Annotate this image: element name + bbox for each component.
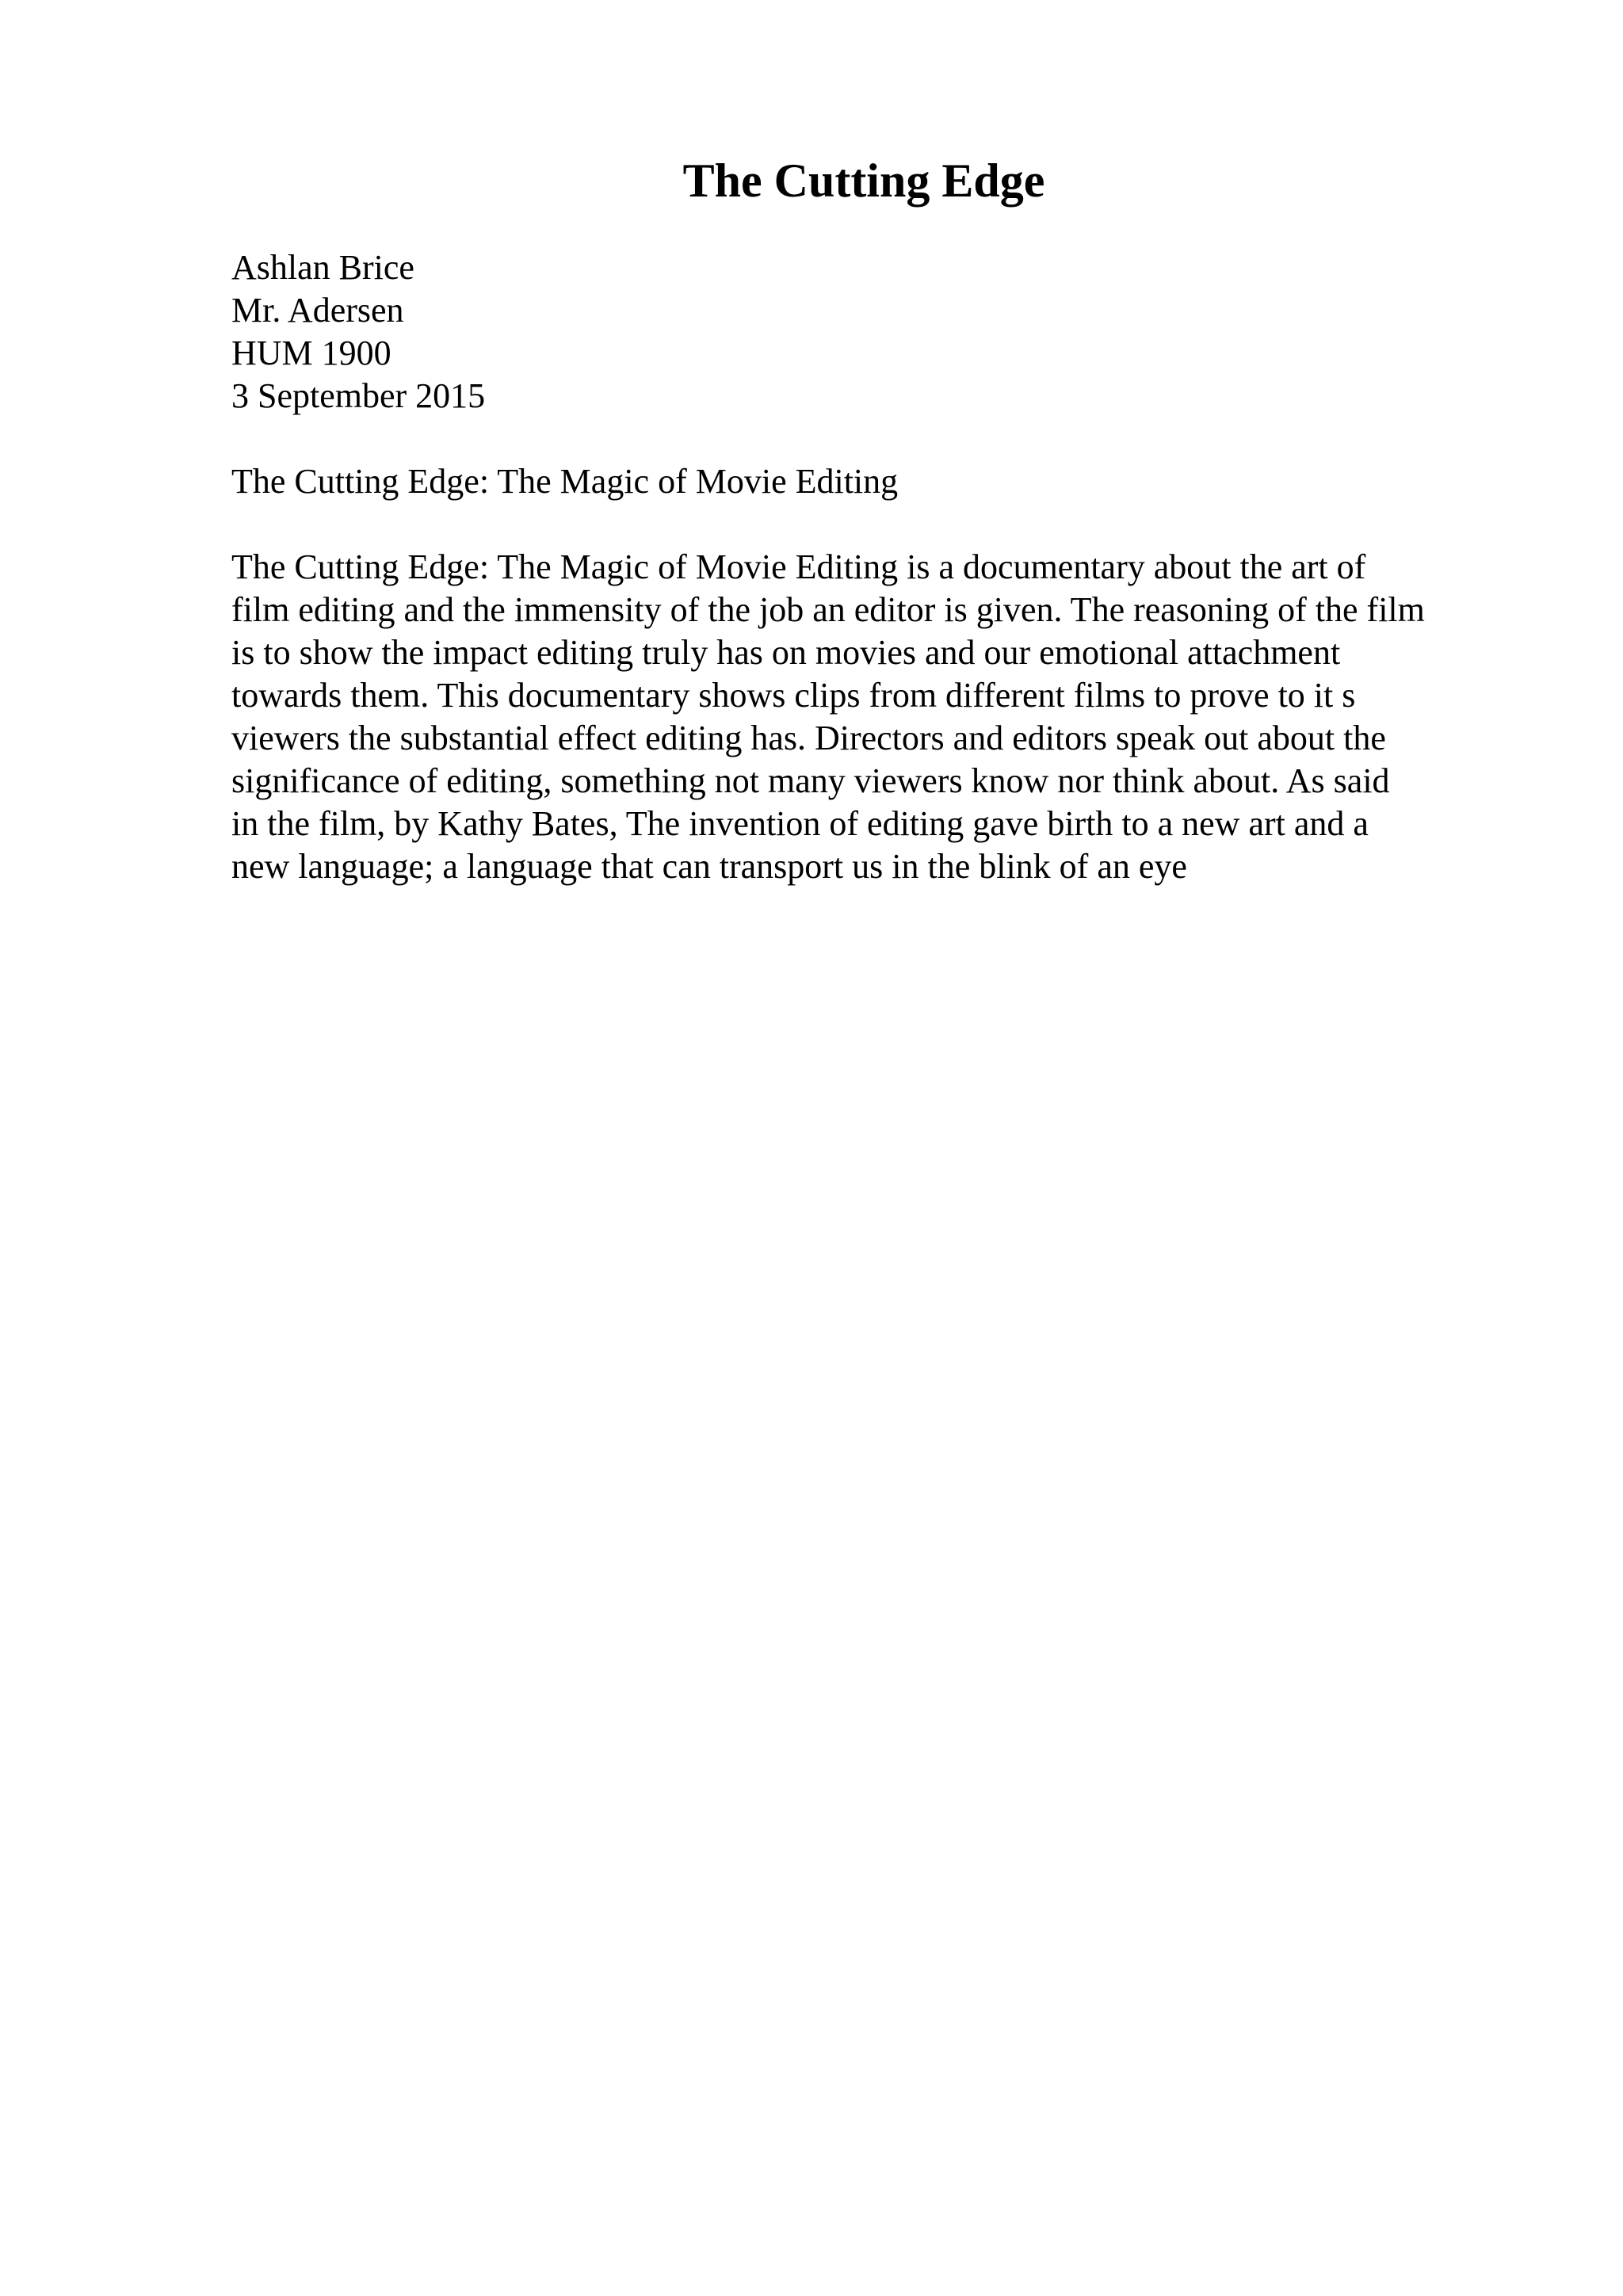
document-title: The Cutting Edge (682, 154, 1045, 207)
body-line: towards them. This documentary shows clips from different films to prove to it s (231, 676, 1356, 715)
document-content (231, 246, 1515, 888)
author-name: Ashlan Brice (231, 248, 414, 287)
body-line: new language; a language that can transport us in the blink of an eye (231, 847, 1187, 886)
body-line: viewers the substantial effect editing has. Directors and editors speak out about the (231, 719, 1386, 757)
body-line: in the film, by Kathy Bates, The invention of editing gave birth to a new art and a (231, 804, 1369, 843)
body-line: is to show the impact editing truly has on movies and our emotional attachment (231, 633, 1341, 672)
course-code: HUM 1900 (231, 334, 391, 372)
body-line: The Cutting Edge: The Magic of Movie Editing is a documentary about the art of (231, 547, 1366, 586)
body-paragraph (231, 546, 1515, 888)
document-date: 3 September 2015 (231, 376, 486, 415)
document-subtitle: The Cutting Edge: The Magic of Movie Editing (231, 462, 899, 501)
header-block (231, 246, 1515, 418)
body-line: film editing and the immensity of the job an editor is given. The reasoning of the film (231, 590, 1425, 629)
instructor-name: Mr. Adersen (231, 291, 404, 330)
body-line: significance of editing, something not many viewers know nor think about. As said (231, 761, 1390, 800)
